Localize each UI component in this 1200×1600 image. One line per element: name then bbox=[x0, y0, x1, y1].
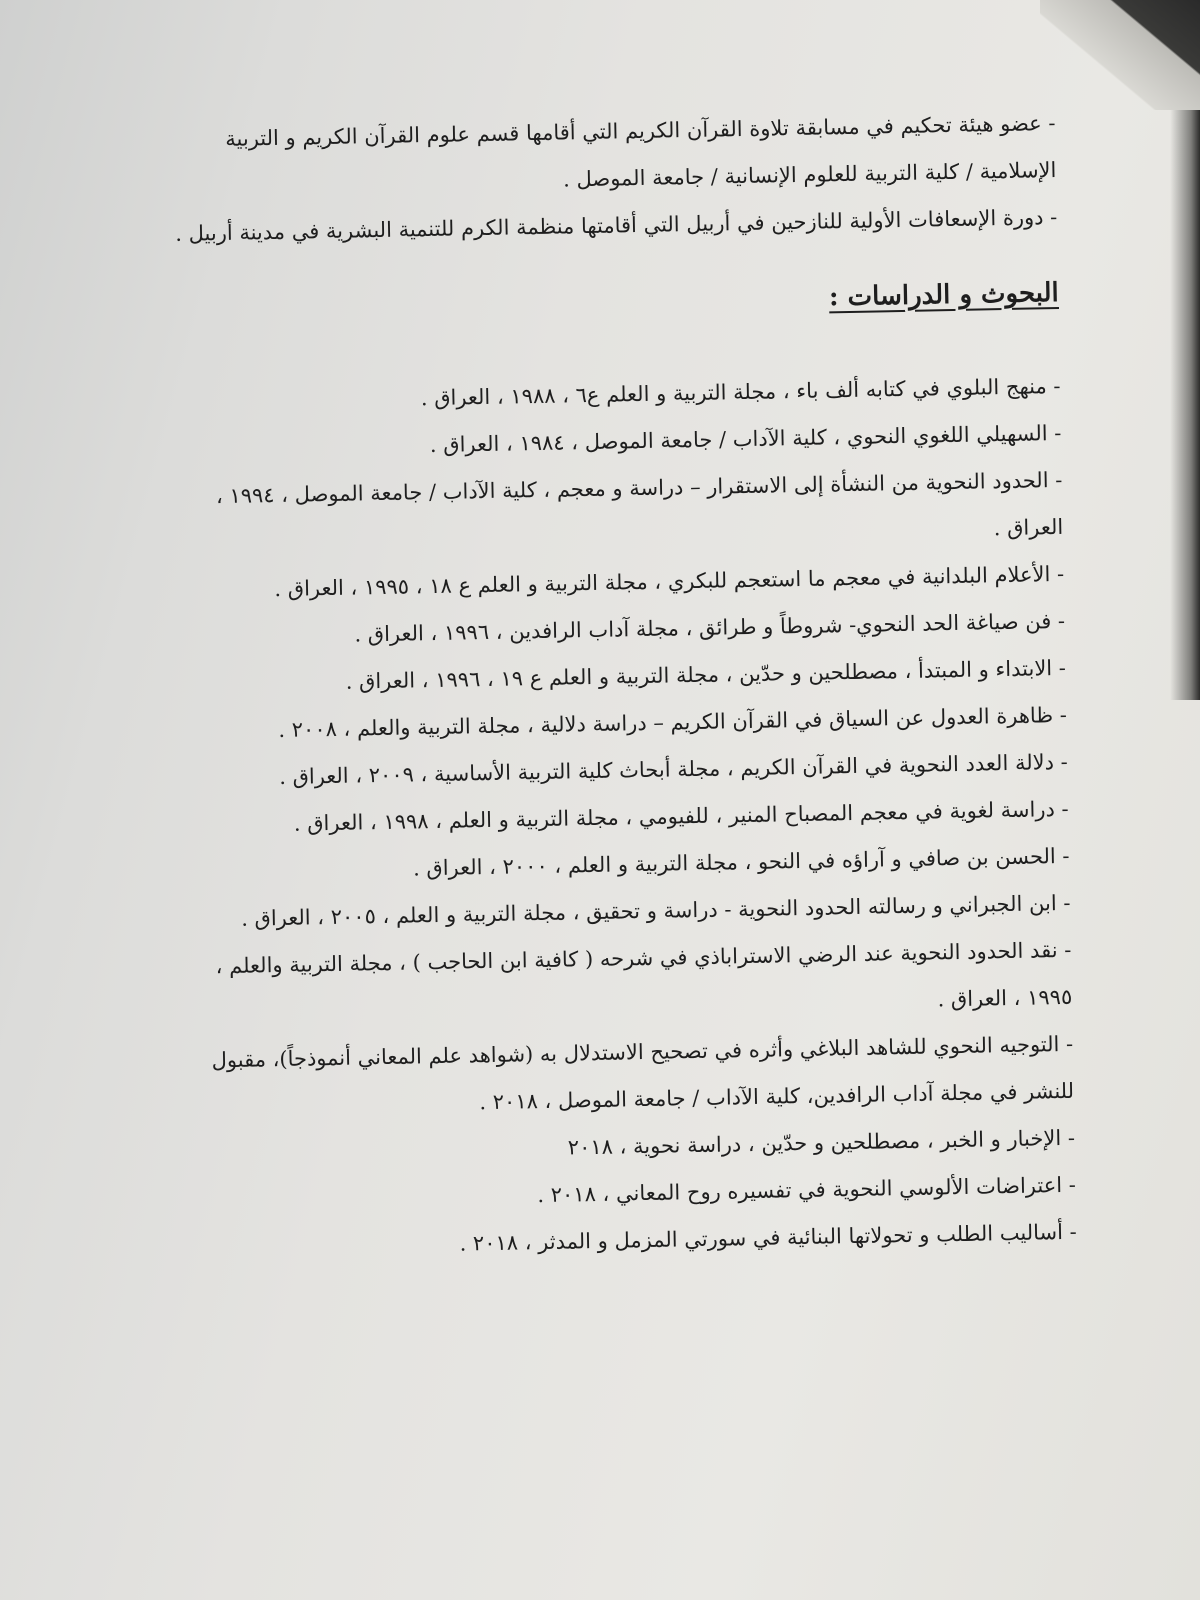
activity-line: - دورة الإسعافات الأولية للنازحين في أربيل التي أقامتها منظمة الكرم للتنمية البشرية في مدينة أربيل . bbox=[175, 204, 1058, 246]
research-item: - دراسة لغوية في معجم المصباح المنير ، للفيومي ، مجلة التربية و العلم ، ١٩٩٨ ، العراق . bbox=[293, 796, 1069, 836]
research-item: - اعتراضات الألوسي النحوية في تفسيره روح المعاني ، ٢٠١٨ . bbox=[537, 1172, 1077, 1208]
research-item: - الحدود النحوية من النشأة إلى الاستقرار – دراسة و معجم ، كلية الآداب / جامعة الموصل ، ١٩٩٤ ، bbox=[215, 467, 1063, 509]
research-item: - ابن الجبراني و رسالته الحدود النحوية - دراسة و تحقيق ، مجلة التربية و العلم ، ٢٠٠٥ ، العراق . bbox=[240, 890, 1071, 931]
research-item: - الأعلام البلدانية في معجم ما استعجم للبكري ، مجلة التربية و العلم ع ١٨ ، ١٩٩٥ ، العراق . bbox=[274, 561, 1065, 602]
page-corner-fold bbox=[1040, 0, 1200, 110]
research-item: - ظاهرة العدول عن السياق في القرآن الكريم – دراسة دلالية ، مجلة التربية والعلم ، ٢٠٠٨ . bbox=[278, 702, 1068, 743]
research-item: - منهج البلوي في كتابه ألف باء ، مجلة التربية و العلم ع٦ ، ١٩٨٨ ، العراق . bbox=[420, 373, 1061, 411]
research-item: - دلالة العدد النحوية في القرآن الكريم ، مجلة أبحاث كلية التربية الأساسية ، ٢٠٠٩ ، العراق . bbox=[278, 749, 1068, 790]
research-item-continuation: للنشر في مجلة آداب الرافدين، كلية الآداب / جامعة الموصل ، ٢٠١٨ . bbox=[479, 1078, 1075, 1115]
research-heading: البحوث و الدراسات : bbox=[828, 277, 1059, 313]
research-item: - الإخبار و الخبر ، مصطلحين و حدّين ، دراسة نحوية ، ٢٠١٨ bbox=[567, 1125, 1076, 1160]
research-item-continuation: العراق . bbox=[993, 514, 1064, 541]
activity-line: الإسلامية / كلية التربية للعلوم الإنسانية / جامعة الموصل . bbox=[562, 157, 1057, 192]
research-item: - نقد الحدود النحوية عند الرضي الاستراباذي في شرحه ( كافية ابن الحاجب ) ، مجلة التربية والعلم ، bbox=[215, 937, 1072, 979]
activity-line: - عضو هيئة تحكيم في مسابقة تلاوة القرآن الكريم التي أقامها قسم علوم القرآن الكريم و التربية bbox=[225, 110, 1056, 151]
document-page bbox=[150, 100, 1077, 1273]
research-item: - التوجيه النحوي للشاهد البلاغي وأثره في تصحيح الاستدلال به (شواهد علم المعاني أنموذجاً)، مقبول bbox=[211, 1031, 1074, 1073]
research-item: - السهيلي اللغوي النحوي ، كلية الآداب / جامعة الموصل ، ١٩٨٤ ، العراق . bbox=[429, 420, 1062, 458]
research-item: - الحسن بن صافي و آراؤه في النحو ، مجلة التربية و العلم ، ٢٠٠٠ ، العراق . bbox=[412, 843, 1070, 881]
research-item: - أساليب الطلب و تحولاتها البنائية في سورتي المزمل و المدثر ، ٢٠١٨ . bbox=[459, 1219, 1077, 1256]
research-item: - فن صياغة الحد النحوي- شروطاً و طرائق ، مجلة آداب الرافدين ، ١٩٩٦ ، العراق . bbox=[354, 608, 1066, 647]
research-item: - الابتداء و المبتدأ ، مصطلحين و حدّين ، مجلة التربية و العلم ع ١٩ ، ١٩٩٦ ، العراق . bbox=[345, 655, 1067, 694]
research-item-continuation: ١٩٩٥ ، العراق . bbox=[937, 984, 1073, 1012]
